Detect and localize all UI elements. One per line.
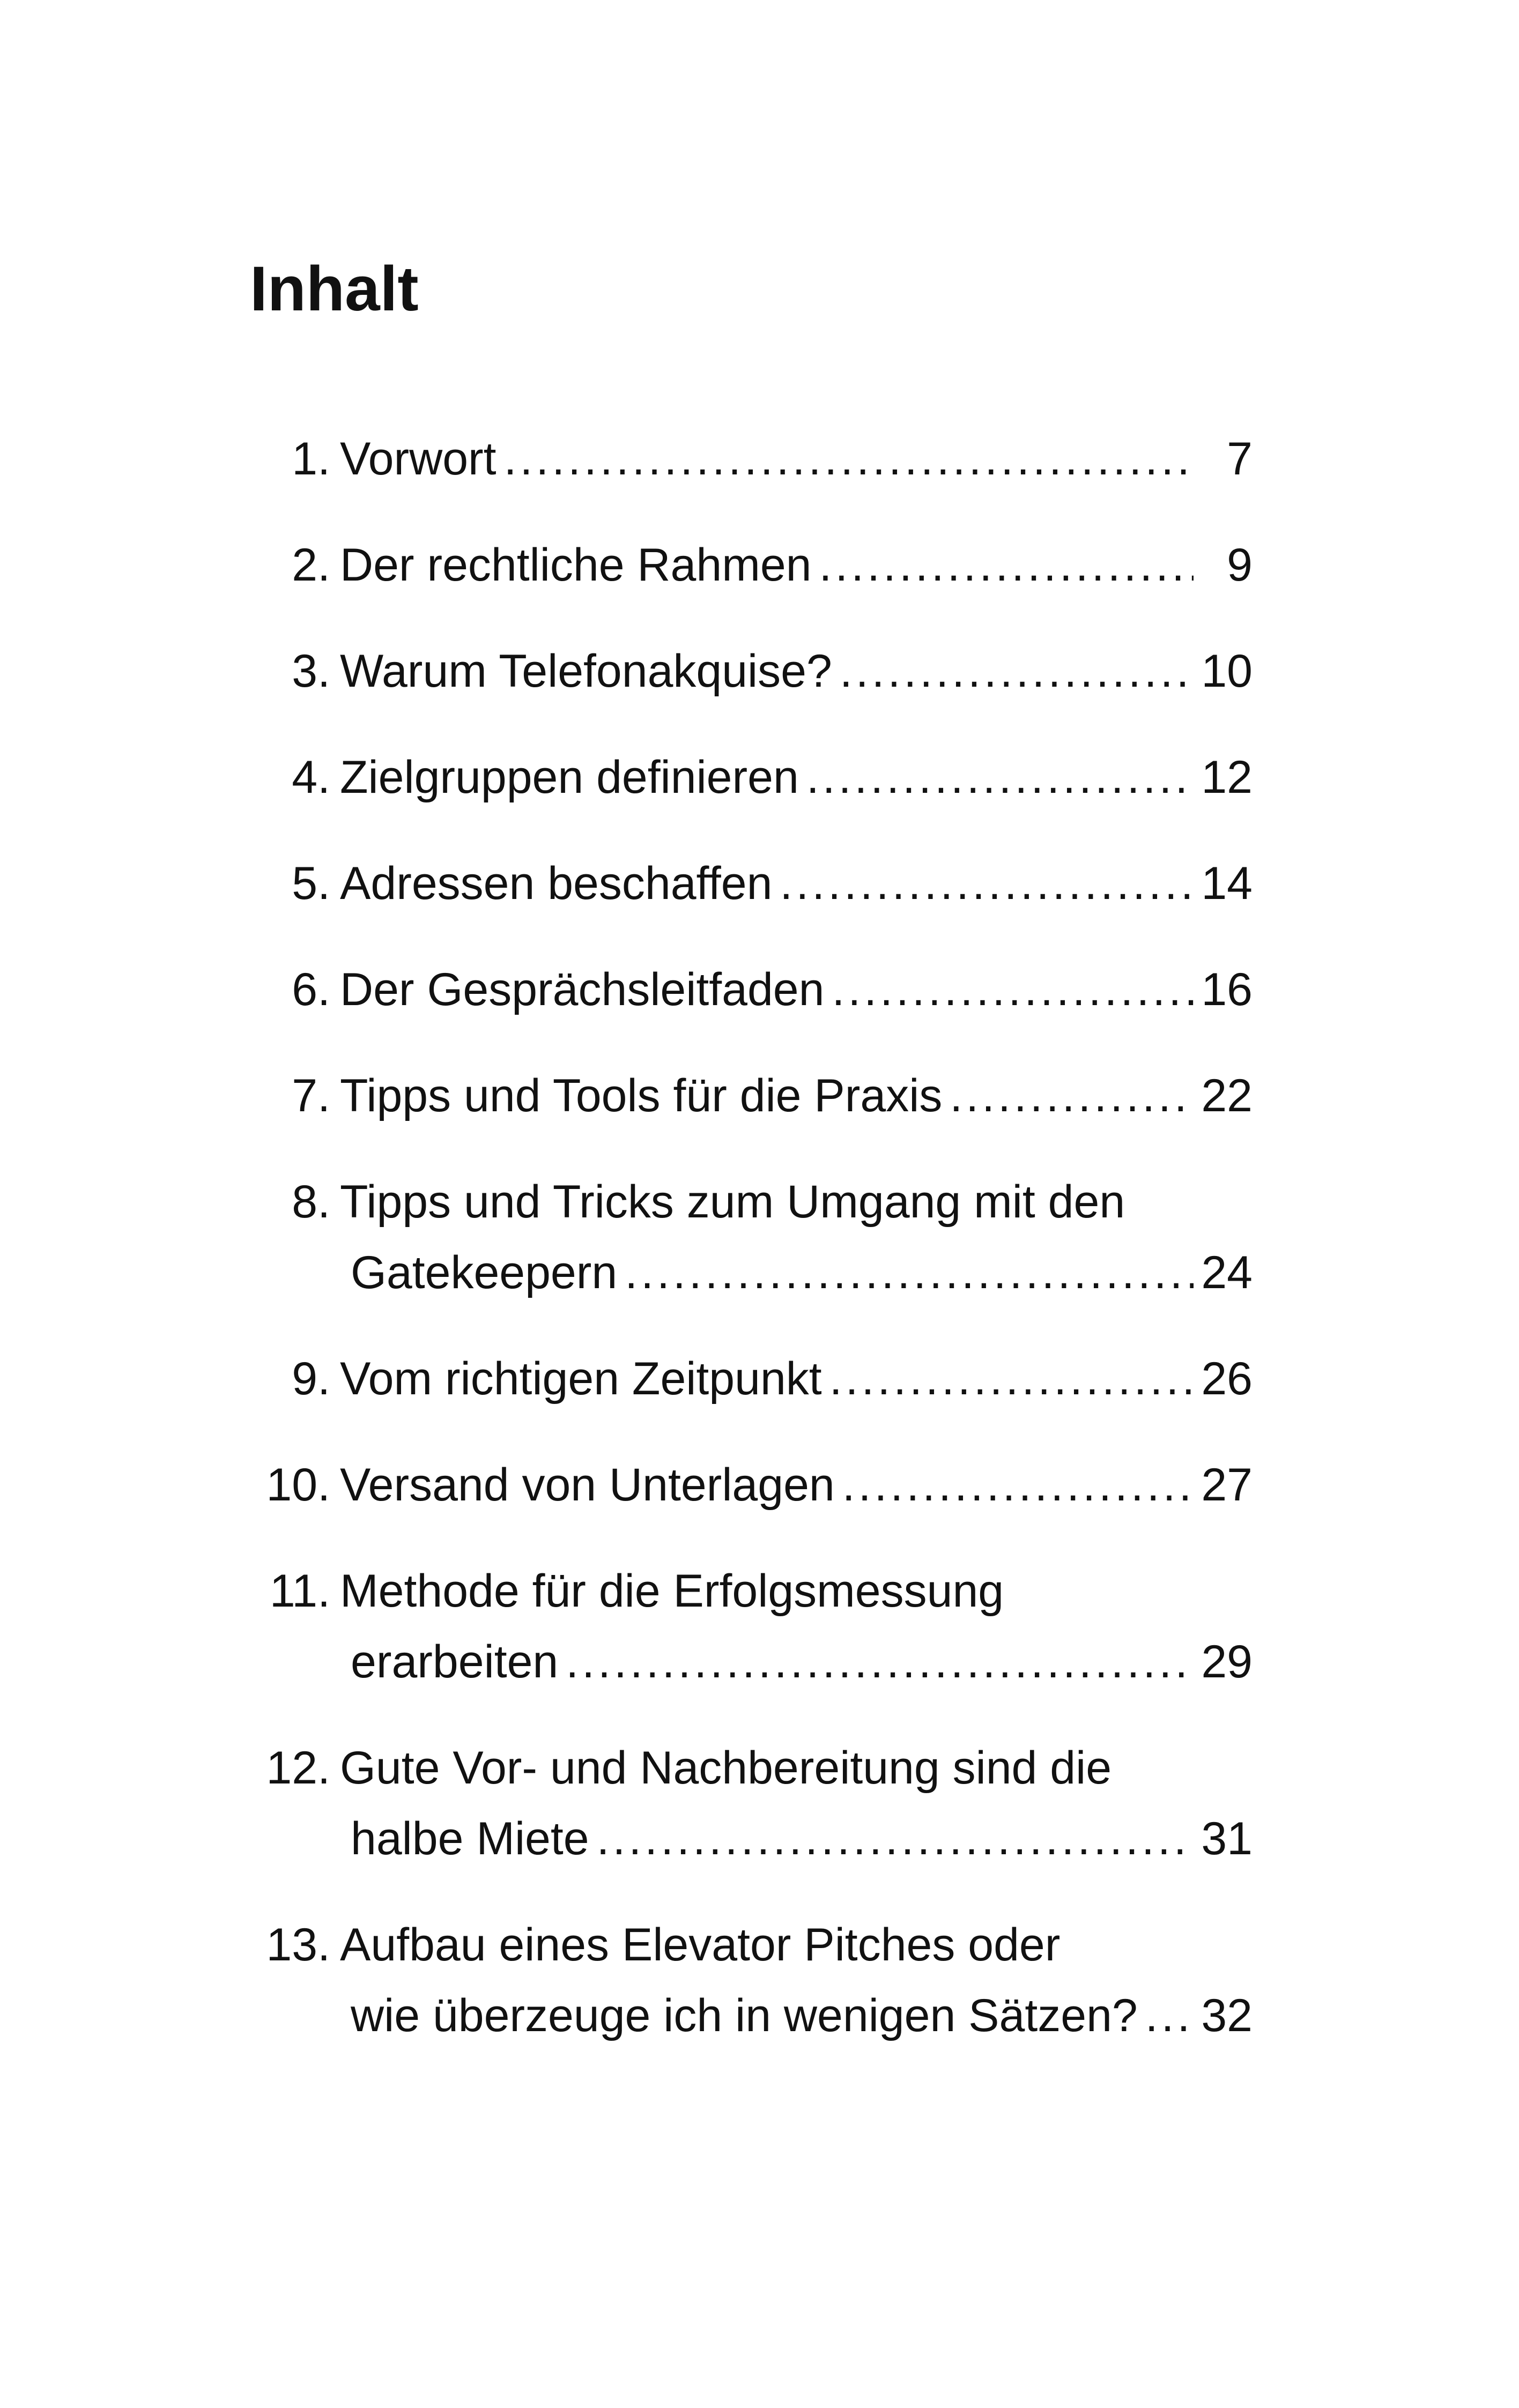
dot-leader: [566, 1626, 1194, 1697]
toc-entry-page: 26: [1201, 1353, 1253, 1404]
toc-entry-page: 10: [1201, 645, 1253, 697]
toc-entry-title: Aufbau eines Elevator Pitches oder: [340, 1919, 1061, 1971]
dot-leader: [829, 1343, 1194, 1414]
toc-entry-number: 2.: [292, 539, 330, 591]
toc-entry-page: 12: [1201, 752, 1253, 803]
toc-entry-7: [250, 1060, 1253, 1131]
toc-entry-number: 8.: [292, 1176, 330, 1228]
toc-entry-title: Der Gesprächsleitfaden: [340, 964, 825, 1015]
toc-entry-title: Gute Vor- und Nachbereitung sind die: [340, 1742, 1112, 1794]
toc-entry-page: 29: [1201, 1636, 1253, 1688]
dot-leader: [780, 848, 1194, 919]
toc-entry-number: 9.: [292, 1353, 330, 1404]
toc-entry-number: 12.: [266, 1742, 330, 1794]
toc-entry-title: Vorwort: [340, 433, 497, 485]
toc-entry-number: 13.: [266, 1919, 330, 1971]
toc-entry-11: [250, 1556, 1253, 1697]
toc-entry-page: 32: [1201, 1990, 1253, 2041]
toc-entry-number: 6.: [292, 964, 330, 1015]
toc-entry-page: 14: [1201, 858, 1253, 909]
toc-entry-title: Tipps und Tools für die Praxis: [340, 1070, 943, 1121]
toc-entry-page: 7: [1227, 433, 1253, 485]
page-title: Inhalt: [250, 254, 419, 324]
toc-entry-title-continued: halbe Miete: [351, 1813, 589, 1864]
dot-leader: [950, 1060, 1194, 1131]
toc-entry-8: [250, 1166, 1253, 1308]
toc-entry-title: Tipps und Tricks zum Umgang mit den: [340, 1176, 1125, 1228]
toc-entry-page: 27: [1201, 1459, 1253, 1511]
dot-leader: [842, 1450, 1194, 1520]
toc-entry-12: [250, 1733, 1253, 1874]
toc-entry-title: Adressen beschaffen: [340, 858, 773, 909]
toc-entry-number: 5.: [292, 858, 330, 909]
dot-leader: [832, 954, 1194, 1025]
toc-entry-number: 7.: [292, 1070, 330, 1121]
toc-entry-title-continued: wie überzeuge ich in wenigen Sätzen?: [351, 1990, 1138, 2041]
toc-entry-page: 22: [1201, 1070, 1253, 1121]
table-of-contents: [250, 423, 1253, 2086]
toc-entry-title: Warum Telefonakquise?: [340, 645, 832, 697]
dot-leader: [504, 423, 1194, 494]
toc-entry-number: 11.: [269, 1565, 330, 1617]
toc-entry-page: 31: [1201, 1813, 1253, 1864]
dot-leader: [625, 1237, 1194, 1308]
toc-entry-10: [250, 1450, 1253, 1520]
toc-entry-page: 16: [1201, 964, 1253, 1015]
toc-entry-title: Versand von Unterlagen: [340, 1459, 835, 1511]
toc-entry-number: 1.: [292, 433, 330, 485]
toc-entry-title: Vom richtigen Zeitpunkt: [340, 1353, 822, 1404]
dot-leader: [819, 530, 1194, 600]
toc-entry-5: [250, 848, 1253, 919]
toc-entry-1: [250, 423, 1253, 494]
toc-entry-4: [250, 742, 1253, 813]
dot-leader: [806, 742, 1194, 813]
dot-leader: [840, 636, 1194, 707]
toc-entry-3: [250, 636, 1253, 707]
toc-entry-13: [250, 1909, 1253, 2051]
toc-entry-title-continued: erarbeiten: [351, 1636, 559, 1688]
toc-entry-title: Methode für die Erfolgsmessung: [340, 1565, 1004, 1617]
toc-entry-title: Zielgruppen definieren: [340, 752, 799, 803]
toc-entry-page: 9: [1227, 539, 1253, 591]
toc-entry-2: [250, 530, 1253, 600]
toc-entry-number: 10.: [266, 1459, 330, 1511]
toc-entry-number: 4.: [292, 752, 330, 803]
toc-entry-page: 24: [1201, 1247, 1253, 1298]
toc-entry-title: Der rechtliche Rahmen: [340, 539, 812, 591]
toc-entry-title-continued: Gatekeepern: [351, 1247, 618, 1298]
toc-entry-9: [250, 1343, 1253, 1414]
dot-leader: [597, 1803, 1194, 1874]
dot-leader: [1145, 1980, 1194, 2051]
toc-entry-number: 3.: [292, 645, 330, 697]
toc-entry-6: [250, 954, 1253, 1025]
